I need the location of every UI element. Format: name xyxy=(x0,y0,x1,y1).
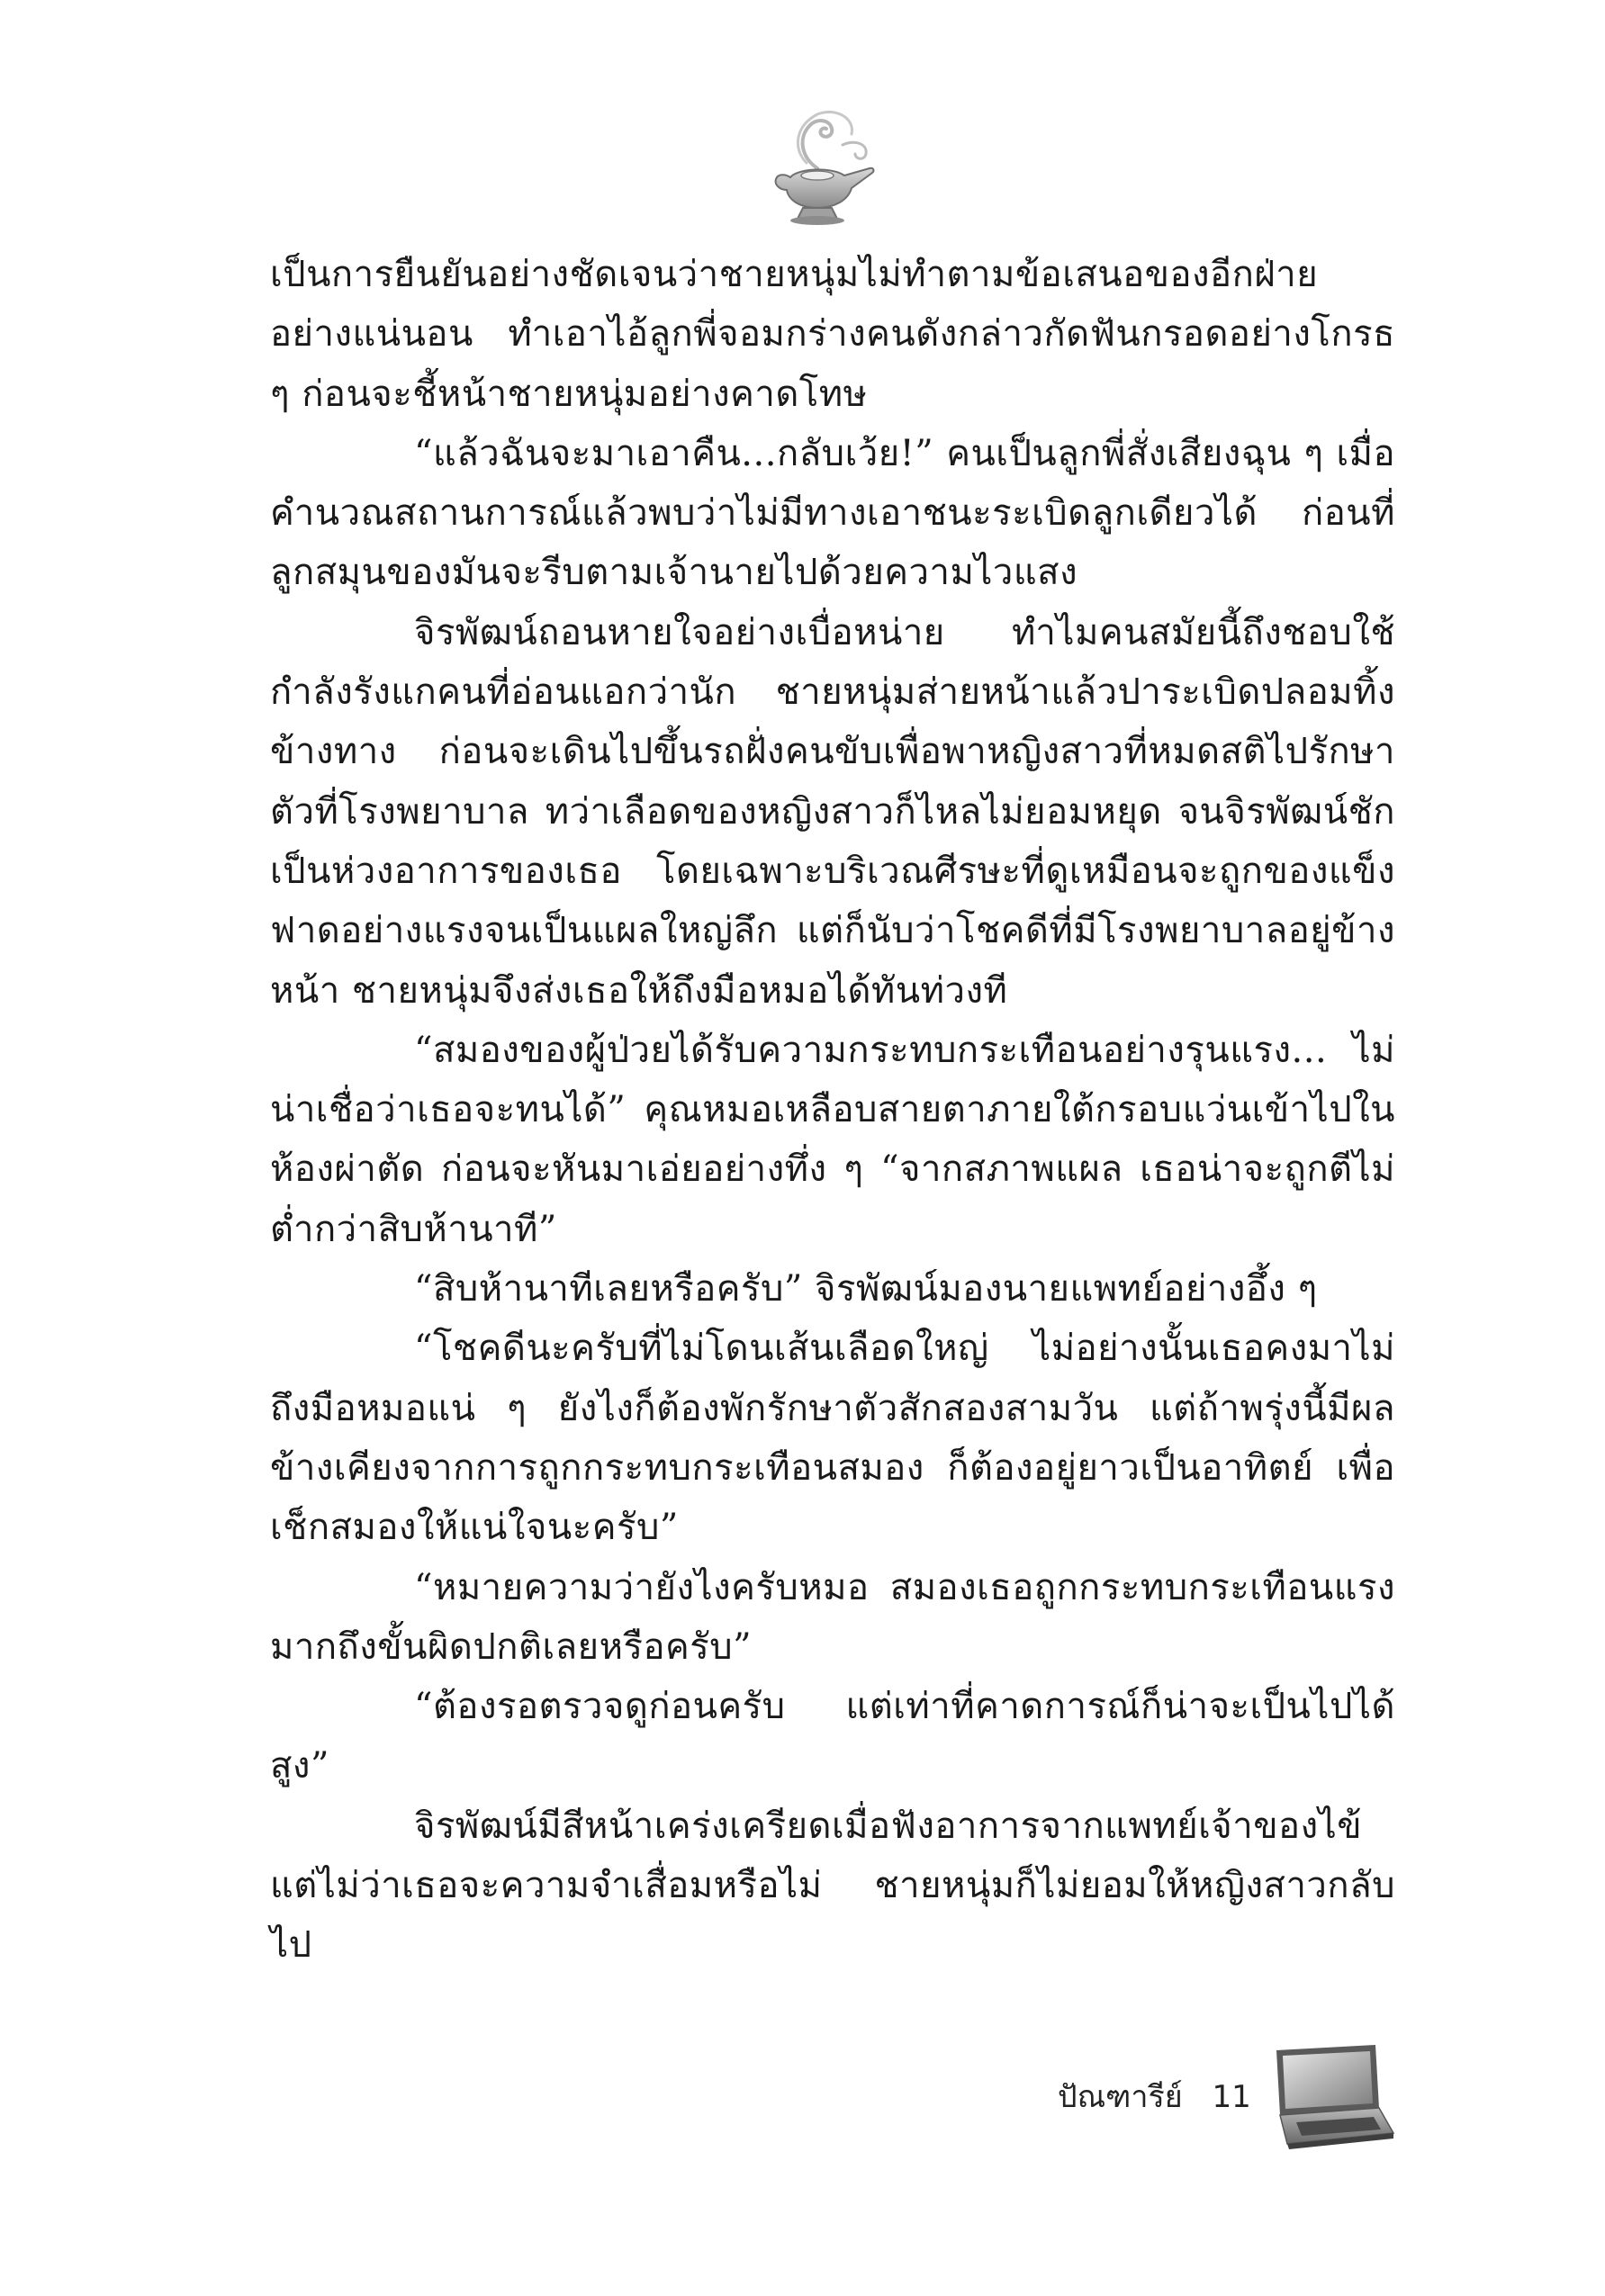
page-number: 11 xyxy=(1212,2079,1251,2115)
running-footer xyxy=(1058,2072,1251,2120)
paragraph-5: “สิบห้านาทีเลยหรือครับ” จิรพัฒน์มองนายแพทย์อย่างอึ้ง ๆ xyxy=(414,1268,1318,1310)
genie-lamp-icon xyxy=(754,104,889,239)
paragraph-8: “ต้องรอตรวจดูก่อนครับ แต่เท่าที่คาดการณ์ก็น่าจะเป็นไปได้สูง” xyxy=(270,1686,1395,1787)
laptop-icon xyxy=(1260,2043,1395,2151)
paragraph-6: “โชคดีนะครับที่ไม่โดนเส้นเลือดใหญ่ ไม่อย่างนั้นเธอคงมาไม่ถึงมือหมอแน่ ๆ ยังไงก็ต้องพักรักษาตัวสักสองสามวัน แต่ถ้าพรุ่งนี้มีผลข้างเคียงจากการถูกกระทบกระเทือนสมอง ก็ต้องอยู่ยาวเป็นอาทิตย์ เพื่อเช็กสมองให้แน่ใจนะครับ” xyxy=(270,1328,1395,1549)
page-footer xyxy=(0,2043,1605,2151)
paragraph-9: จิรพัฒน์มีสีหน้าเคร่งเครียดเมื่อฟังอาการจากแพทย์เจ้าของไข้ แต่ไม่ว่าเธอจะความจำเสื่อมหรือไม่ ชายหนุ่มก็ไม่ยอมให้หญิงสาวกลับไป xyxy=(270,1805,1395,1967)
paragraph-1: เป็นการยืนยันอย่างชัดเจนว่าชายหนุ่มไม่ทำตามข้อเสนอของอีกฝ่ายอย่างแน่นอน ทำเอาไอ้ลูกพี่จอมกร่างคนดังกล่าวกัดฟันกรอดอย่างโกรธ ๆ ก่อนจะชี้หน้าชายหนุ่มอย่างคาดโทษ xyxy=(270,254,1395,415)
paragraph-4: “สมองของผู้ป่วยได้รับความกระทบกระเทือนอย่างรุนแรง... ไม่น่าเชื่อว่าเธอจะทนได้” คุณหมอเหลือบสายตาภายใต้กรอบแว่นเข้าไปในห้องผ่าตัด ก่อนจะหันมาเอ่ยอย่างทึ่ง ๆ “จากสภาพแผล เธอน่าจะถูกตีไม่ต่ำกว่าสิบห้านาที” xyxy=(270,1029,1395,1250)
body-text xyxy=(270,245,1395,1976)
paragraph-2: “แล้วฉันจะมาเอาคืน...กลับเว้ย!” คนเป็นลูกพี่สั่งเสียงฉุน ๆ เมื่อคำนวณสถานการณ์แล้วพบว่าไม่มีทางเอาชนะระเบิดลูกเดียวได้ ก่อนที่ลูกสมุนของมันจะรีบตามเจ้านายไปด้วยความไวแสง xyxy=(270,432,1395,594)
paragraph-7: “หมายความว่ายังไงครับหมอ สมองเธอถูกกระทบกระเทือนแรงมากถึงขั้นผิดปกติเลยหรือครับ” xyxy=(270,1566,1395,1668)
paragraph-3: จิรพัฒน์ถอนหายใจอย่างเบื่อหน่าย ทำไมคนสมัยนี้ถึงชอบใช้กำลังรังแกคนที่อ่อนแอกว่านัก ชายหนุ่มส่ายหน้าแล้วปาระเบิดปลอมทิ้งข้างทาง ก่อนจะเดินไปขึ้นรถฝั่งคนขับเพื่อพาหญิงสาวที่หมดสติไปรักษาตัวที่โรงพยาบาล ทว่าเลือดของหญิงสาวก็ไหลไม่ยอมหยุด จนจิรพัฒน์ชักเป็นห่วงอาการของเธอ โดยเฉพาะบริเวณศีรษะที่ดูเหมือนจะถูกของแข็งฟาดอย่างแรงจนเป็นแผลใหญ่ลึก แต่ก็นับว่าโชคดีที่มีโรงพยาบาลอยู่ข้างหน้า ชายหนุ่มจึงส่งเธอให้ถึงมือหมอได้ทันท่วงที xyxy=(270,611,1395,1012)
book-title: ปัณฑารีย์ xyxy=(1058,2079,1183,2115)
